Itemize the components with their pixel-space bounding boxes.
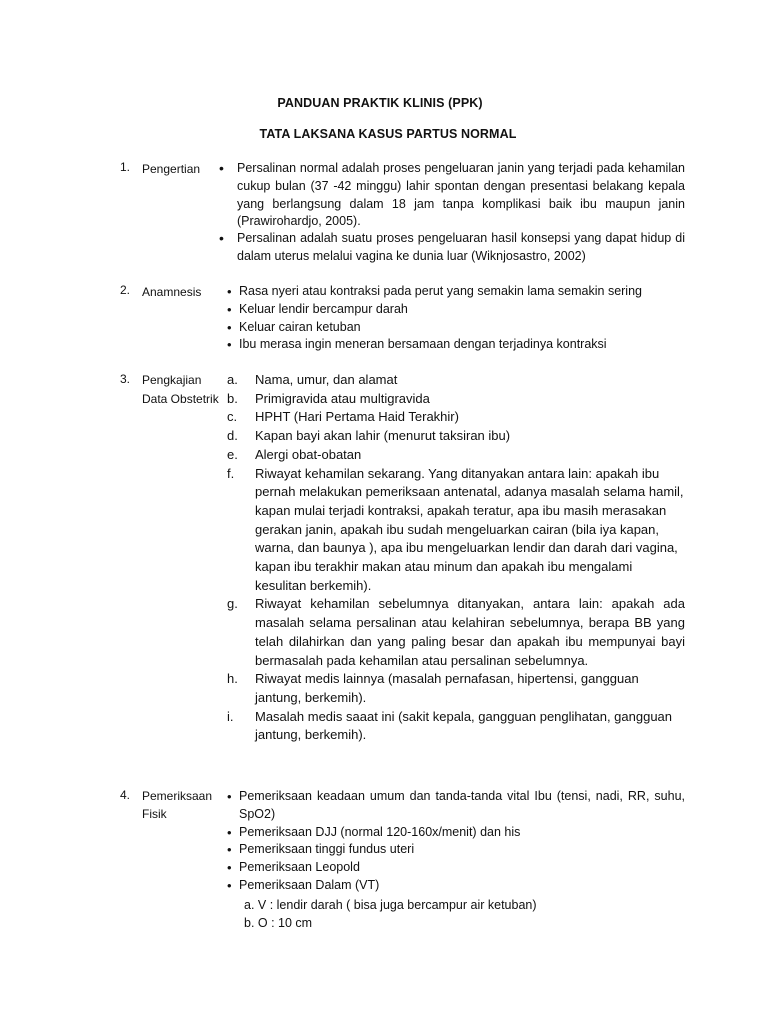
- list-item: [227, 595, 685, 670]
- list-item-text: Nama, umur, dan alamat: [255, 372, 398, 387]
- list-item-text: Riwayat kehamilan sebelumnya ditanyakan, antara lain: apakah ada masalah selama persalinan atau kelahiran sebelumnya, berapa BB yang telah dilahirkan dan yang paling besar dan apakah ibu mempunyai bayi bermasalah pada kehamilan atau persalinan sebelumnya.: [255, 596, 685, 668]
- list-item: [227, 788, 685, 824]
- list-item-text: Masalah medis saaat ini (sakit kepala, gangguan penglihatan, gangguan jantung, berkemih).: [255, 708, 673, 743]
- section-label: Pengkajian Data Obstetrik: [142, 373, 219, 406]
- document-title: PANDUAN PRAKTIK KLINIS (PPK): [277, 96, 483, 110]
- list-marker: h.: [227, 671, 238, 687]
- list-item: [227, 841, 685, 859]
- list-marker: i.: [227, 708, 234, 724]
- list-item-text: HPHT (Hari Pertama Haid Terakhir): [255, 409, 459, 425]
- list-item-text: Riwayat kehamilan sekarang. Yang ditanyakan antara lain: apakah ibu pernah melakukan pemeriksaan antenatal, adanya masalah selama hamil, kapan mulai terjadi kontraksi, apakah teratur, apa ibu masih merasakan gerakan janin, apakah ibu sudah mengeluarkan cairan (bila iya kapan, warna, dan baunya ), apa ibu mengeluarkan lendir dan darah dari vagina, kapan ibu terakhir makan atau minum dan apakah ibu mengalami kesulitan berkemih).: [255, 465, 684, 593]
- list-item: • Keluar cairan ketuban: [227, 319, 697, 337]
- list-item: [227, 670, 685, 707]
- list-item: [227, 877, 685, 895]
- list-item-text: Kapan bayi akan lahir (menurut taksiran ibu): [255, 428, 511, 444]
- anamnesis-list: [227, 283, 697, 354]
- section-label: Anamnesis: [142, 285, 202, 299]
- list-item-text: • Pemeriksaan tinggi fundus uteri: [239, 842, 415, 857]
- bullet-icon: •: [219, 230, 224, 246]
- section-label: Pengertian: [142, 162, 201, 176]
- list-item: • Ibu merasa ingin meneran bersamaan dengan terjadinya kontraksi: [227, 336, 697, 354]
- bullet-icon: •: [219, 160, 224, 176]
- list-item: [227, 859, 685, 877]
- list-item: [227, 408, 685, 427]
- definition-paragraph: [219, 160, 685, 231]
- section-label: Pemeriksaan Fisik: [142, 789, 213, 821]
- document-subtitle: TATA LAKSANA KASUS PARTUS NORMAL: [259, 127, 517, 141]
- list-item-text: • Pemeriksaan DJJ (normal 120-160x/menit) dan his: [239, 824, 521, 839]
- list-item: [227, 465, 685, 596]
- list-item-text: • Pemeriksaan Leopold: [239, 860, 360, 875]
- list-marker: e.: [227, 446, 238, 462]
- list-item-text: • Pemeriksaan keadaan umum dan tanda-tanda vital Ibu (tensi, nadi, RR, suhu, SpO2): [239, 789, 685, 821]
- list-marker: f.: [227, 465, 235, 481]
- physical-exam-list: [227, 788, 685, 895]
- paragraph-text: Persalinan adalah suatu proses pengeluaran hasil konsepsi yang dapat hidup di dalam uterus melalui vagina ke dunia luar (Wiknjosastro, 2002): [237, 231, 685, 263]
- sub-item: b. O : 10 cm: [244, 916, 313, 930]
- list-item-text: Alergi obat-obatan: [255, 446, 362, 462]
- list-marker: g.: [227, 596, 238, 612]
- list-item: [227, 824, 685, 842]
- section-number: 2.: [120, 283, 131, 297]
- obstetric-data-list: [227, 371, 685, 745]
- list-item-text: Riwayat medis lainnya (masalah pernafasan, hipertensi, gangguan jantung, berkemih).: [255, 671, 639, 705]
- sub-item: a. V : lendir darah ( bisa juga bercampur air ketuban): [244, 898, 537, 912]
- list-marker: b.: [227, 390, 238, 406]
- section-number: 4.: [120, 788, 131, 802]
- list-item-text: Primigravida atau multigravida: [255, 390, 430, 406]
- list-item: [227, 427, 685, 446]
- list-item: • Keluar lendir bercampur darah: [227, 301, 697, 319]
- paragraph-text: Persalinan normal adalah proses pengeluaran janin yang terjadi pada kehamilan cukup bulan (37 -42 minggu) lahir spontan dengan presentasi belakang kepala yang berlangsung dalam 18 jam tanpa komplikasi baik ibu maupun janin (Prawirohardjo, 2005).: [237, 161, 685, 229]
- list-marker: c.: [227, 409, 238, 425]
- list-marker: a.: [227, 372, 238, 387]
- list-item: [227, 446, 685, 465]
- section-number: 1.: [120, 160, 131, 174]
- list-item: • Rasa nyeri atau kontraksi pada perut yang semakin lama semakin sering: [227, 283, 697, 301]
- section-number: 3.: [120, 372, 131, 386]
- list-item: [227, 390, 685, 409]
- list-marker: d.: [227, 428, 238, 444]
- list-item-text: • Pemeriksaan Dalam (VT): [239, 877, 380, 892]
- definition-paragraph: [219, 230, 685, 266]
- list-item: [227, 371, 685, 390]
- list-item: [227, 708, 685, 745]
